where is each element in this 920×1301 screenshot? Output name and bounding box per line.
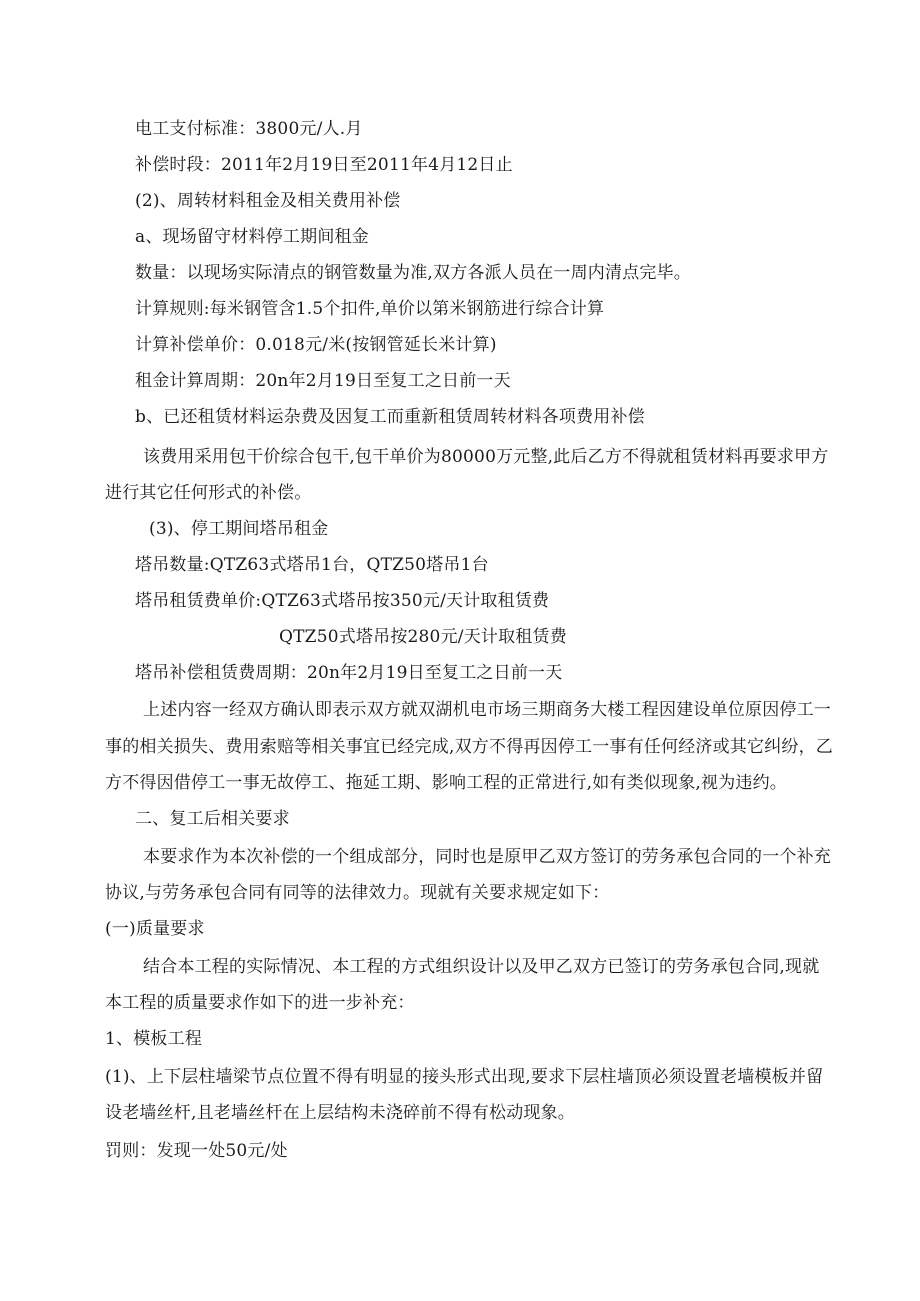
doc-line-formwork-heading: 1、模板工程 [105,1029,203,1049]
doc-line-lump-sum-cont: 进行其它任何形式的补偿。 [105,483,312,503]
doc-line-confirmation-1: 上述内容一经双方确认即表示双方就双湖机电市场三期商务大楼工程因建设单位原因停工一 [143,700,831,720]
doc-line-section-2-heading: (2)、周转材料租金及相关费用补偿 [135,191,401,211]
doc-line-section-two-heading: 二、复工后相关要求 [135,809,290,829]
doc-line-section-3-heading: (3)、停工期间塔吊租金 [149,519,329,539]
doc-line-confirmation-2: 事的相关损失、费用索赔等相关事宜已经完成,双方不得再因停工一事有任何经济或其它纠纷，乙 [105,737,834,757]
doc-line-calc-rule: 计算规则:每米钢管含1.5个扣件,单价以第米钢筋进行综合计算 [135,299,605,319]
doc-line-requirement-2: 协议,与劳务承包合同有同等的法律效力。现就有关要求规定如下： [105,883,610,903]
doc-line-formwork-1: (1)、上下层柱墙梁节点位置不得有明显的接头形式出现,要求下层柱墙顶必须设置老墙模板并留 [105,1067,824,1087]
doc-line-item-a-heading: a、现场留守材料停工期间租金 [135,227,369,247]
doc-line-requirement-1: 本要求作为本次补偿的一个组成部分，同时也是原甲乙双方签订的劳务承包合同的一个补充 [143,847,831,867]
doc-line-rent-period: 租金计算周期：20n年2月19日至复工之日前一天 [135,371,511,391]
doc-line-quality-heading: (一)质量要求 [105,919,205,939]
doc-line-quality-1: 结合本工程的实际情况、本工程的方式组织设计以及甲乙双方已签订的劳务承包合同,现就 [143,957,820,977]
doc-line-unit-price: 计算补偿单价：0.018元/米(按钢管延长米计算) [135,335,497,355]
doc-line-formwork-2: 设老墙丝杆,且老墙丝杆在上层结构未浇碎前不得有松动现象。 [105,1103,576,1123]
doc-line-crane-quantity: 塔吊数量:QTZ63式塔吊1台，QTZ50塔吊1台 [135,555,489,575]
doc-line-compensation-period: 补偿时段：2011年2月19日至2011年4月12日止 [135,155,513,175]
doc-line-item-b-heading: b、已还租赁材料运杂费及因复工而重新租赁周转材料各项费用补偿 [135,407,645,427]
doc-line-crane-rent-period: 塔吊补偿租赁费周期：20n年2月19日至复工之日前一天 [135,663,563,683]
doc-line-electrician-pay: 电工支付标准：3800元/人.月 [135,119,363,139]
doc-line-quantity: 数量：以现场实际清点的钢管数量为准,双方各派人员在一周内清点完毕。 [135,263,692,283]
doc-line-crane-unit-price-2: QTZ50式塔吊按280元/天计取租赁费 [279,627,567,647]
doc-line-confirmation-3: 方不得因借停工一事无故停工、拖延工期、影响工程的正常进行,如有类似现象,视为违约。 [105,773,788,793]
doc-line-quality-2: 本工程的质量要求作如下的进一步补充： [105,993,415,1013]
doc-line-lump-sum: 该费用采用包干价综合包干,包干单价为80000万元整,此后乙方不得就租赁材料再要求甲方 [143,447,829,467]
doc-line-crane-unit-price: 塔吊租赁费单价:QTZ63式塔吊按350元/天计取租赁费 [135,591,550,611]
doc-line-penalty: 罚则：发现一处50元/处 [105,1141,288,1161]
